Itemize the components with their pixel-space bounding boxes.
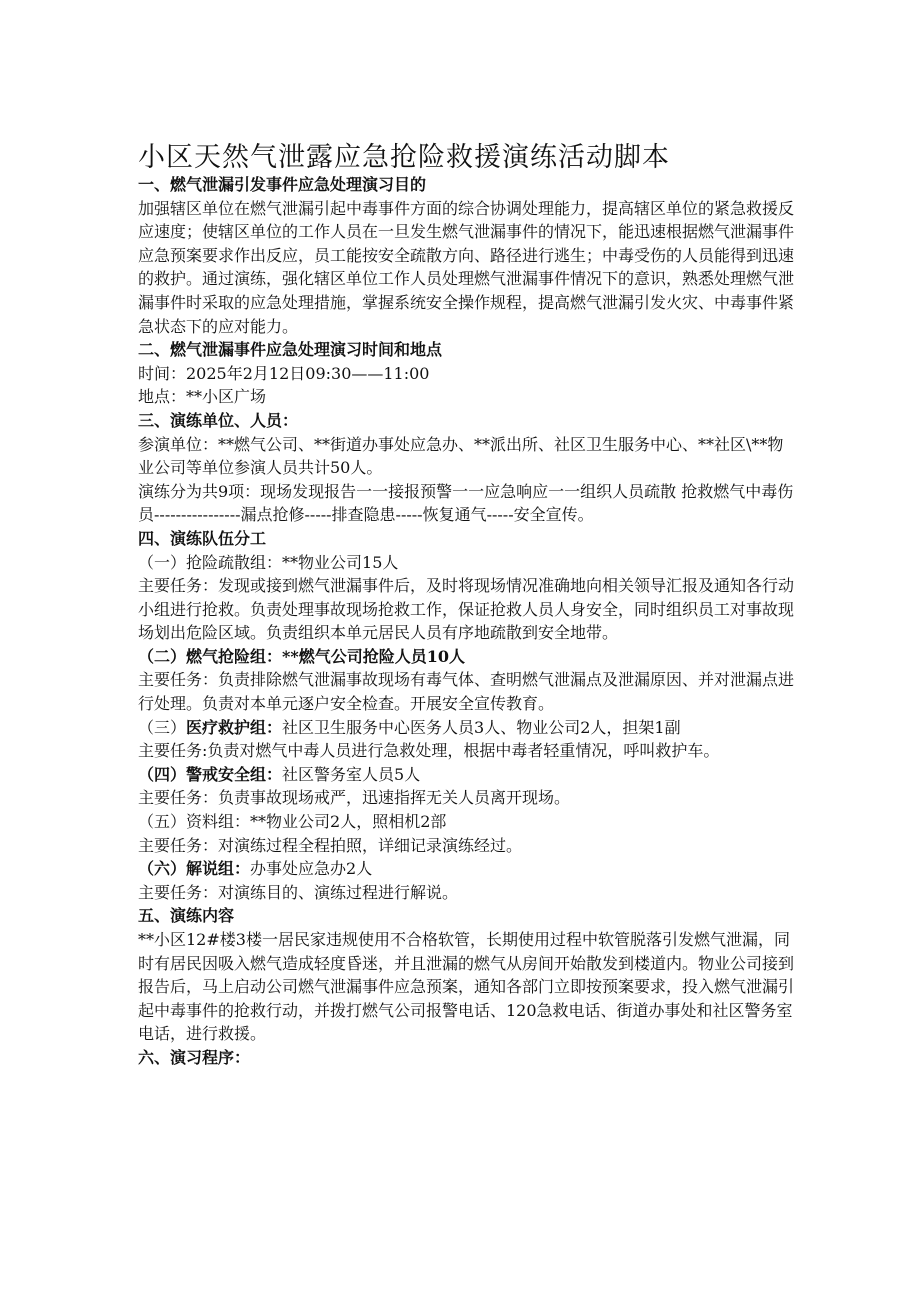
group-5-members: **物业公司2人，照相机2部 [250, 812, 447, 832]
section-4-heading: 四、演练队伍分工 [138, 528, 267, 548]
drill-time: 时间：2025年2月12日09:30——11:00 [138, 363, 430, 383]
group-4-line [138, 763, 798, 787]
group-3-label: 医疗救护组： [186, 717, 283, 737]
group-4-task: 主要任务：负责事故现场戒严，迅速指挥无关人员离开现场。 [138, 788, 571, 808]
group-5-task: 主要任务：对演练过程全程拍照，详细记录演练经过。 [138, 835, 523, 855]
section-5-body: **小区12#楼3楼一居民家违规使用不合格软管，长期使用过程中软管脱落引发燃气泄漏，同时有居民因吸入燃气造成轻度昏迷，并且泄漏的燃气从房间开始散发到楼道内。物业公司接到报告后，马上启动公司燃气泄漏事件应急预案，通知各部门立即按预案要求，投入燃气泄漏引起中毒事件的抢救行动，并拨打燃气公司报警电话、120急救电话、街道办事处和社区警务室电话，进行救援。 [138, 930, 795, 1044]
participating-units: 参演单位：**燃气公司、**街道办事处应急办、**派出所、社区卫生服务中心、**社区\**物业公司等单位参演人员共计50人。 [138, 434, 784, 478]
section-2-heading: 二、燃气泄漏事件应急处理演习时间和地点 [138, 340, 443, 360]
group-4-label: （四）警戒安全组： [138, 764, 283, 784]
group-6-line [138, 857, 798, 881]
section-1-body: 加强辖区单位在燃气泄漏引起中毒事件方面的综合协调处理能力，提高辖区单位的紧急救援反应速度；使辖区单位的工作人员在一旦发生燃气泄漏事件的情况下，能迅速根据燃气泄漏事件应急预案要求作出反应，员工能按安全疏散方向、路径进行逃生；中毒受伤的人员能得到迅速的救护。通过演练，强化辖区单位工作人员处理燃气泄漏事件情况下的意识，熟悉处理燃气泄漏事件时采取的应急处理措施，掌握系统安全操作规程，提高燃气泄漏引发火灾、中毒事件紧急状态下的应对能力。 [138, 198, 795, 336]
group-3-task: 主要任务:负责对燃气中毒人员进行急救处理，根据中毒者轻重情况，呼叫救护车。 [138, 741, 720, 761]
group-6-members: 办事处应急办2人 [250, 859, 373, 879]
group-1-label: （一）抢险疏散组： [138, 552, 283, 572]
group-4-members: 社区警务室人员5人 [282, 764, 421, 784]
group-3-label-prefix: （三） [138, 717, 187, 737]
drill-place: 地点：**小区广场 [138, 387, 267, 407]
group-2-task: 主要任务：负责排除燃气泄漏事故现场有毒气体、查明燃气泄漏点及泄漏原因、并对泄漏点进行处理。负责对本单元逐户安全检查。开展安全宣传教育。 [138, 670, 795, 714]
group-2-members: **燃气公司抢险人员10人 [282, 646, 466, 666]
group-1-task: 主要任务：发现或接到燃气泄漏事件后，及时将现场情况准确地向相关领导汇报及通知各行动小组进行抢救。负责处理事故现场抢救工作，保证抢救人员人身安全，同时组织员工对事故现场划出危险区域。负责组织本单元居民人员有序地疏散到安全地带。 [138, 576, 795, 643]
group-1-line [138, 551, 798, 575]
section-1-heading: 一、燃气泄漏引发事件应急处理演习目的 [138, 175, 427, 194]
group-6-label: 解说组： [186, 859, 251, 879]
section-6-heading: 六、演习程序： [138, 1047, 251, 1067]
document-title: 小区天然气泄露应急抢险救援演练活动脚本 [138, 142, 670, 174]
document-body [138, 173, 798, 1070]
group-3-members: 社区卫生服务中心医务人员3人、物业公司2人，担架1副 [282, 717, 681, 737]
group-6-label-prefix: （六） [138, 859, 187, 879]
group-2-label: （二）燃气抢险组： [138, 646, 283, 666]
drill-items: 演练分为共9项：现场发现报告一一接报预警一一应急响应一一组织人员疏散 抢救燃气中毒伤员----------------漏点抢修-----排查隐患-----恢复通气-----安全宣传。 [138, 481, 794, 525]
group-1-members: **物业公司15人 [282, 552, 399, 572]
group-6-task: 主要任务：对演练目的、演练过程进行解说。 [138, 882, 459, 902]
group-2-line [138, 645, 798, 669]
group-3-line [138, 716, 798, 740]
group-5-line [138, 810, 798, 834]
group-5-label: （五）资料组： [138, 812, 251, 832]
section-5-heading: 五、演练内容 [138, 906, 235, 926]
section-3-heading: 三、演练单位、人员： [138, 410, 299, 430]
